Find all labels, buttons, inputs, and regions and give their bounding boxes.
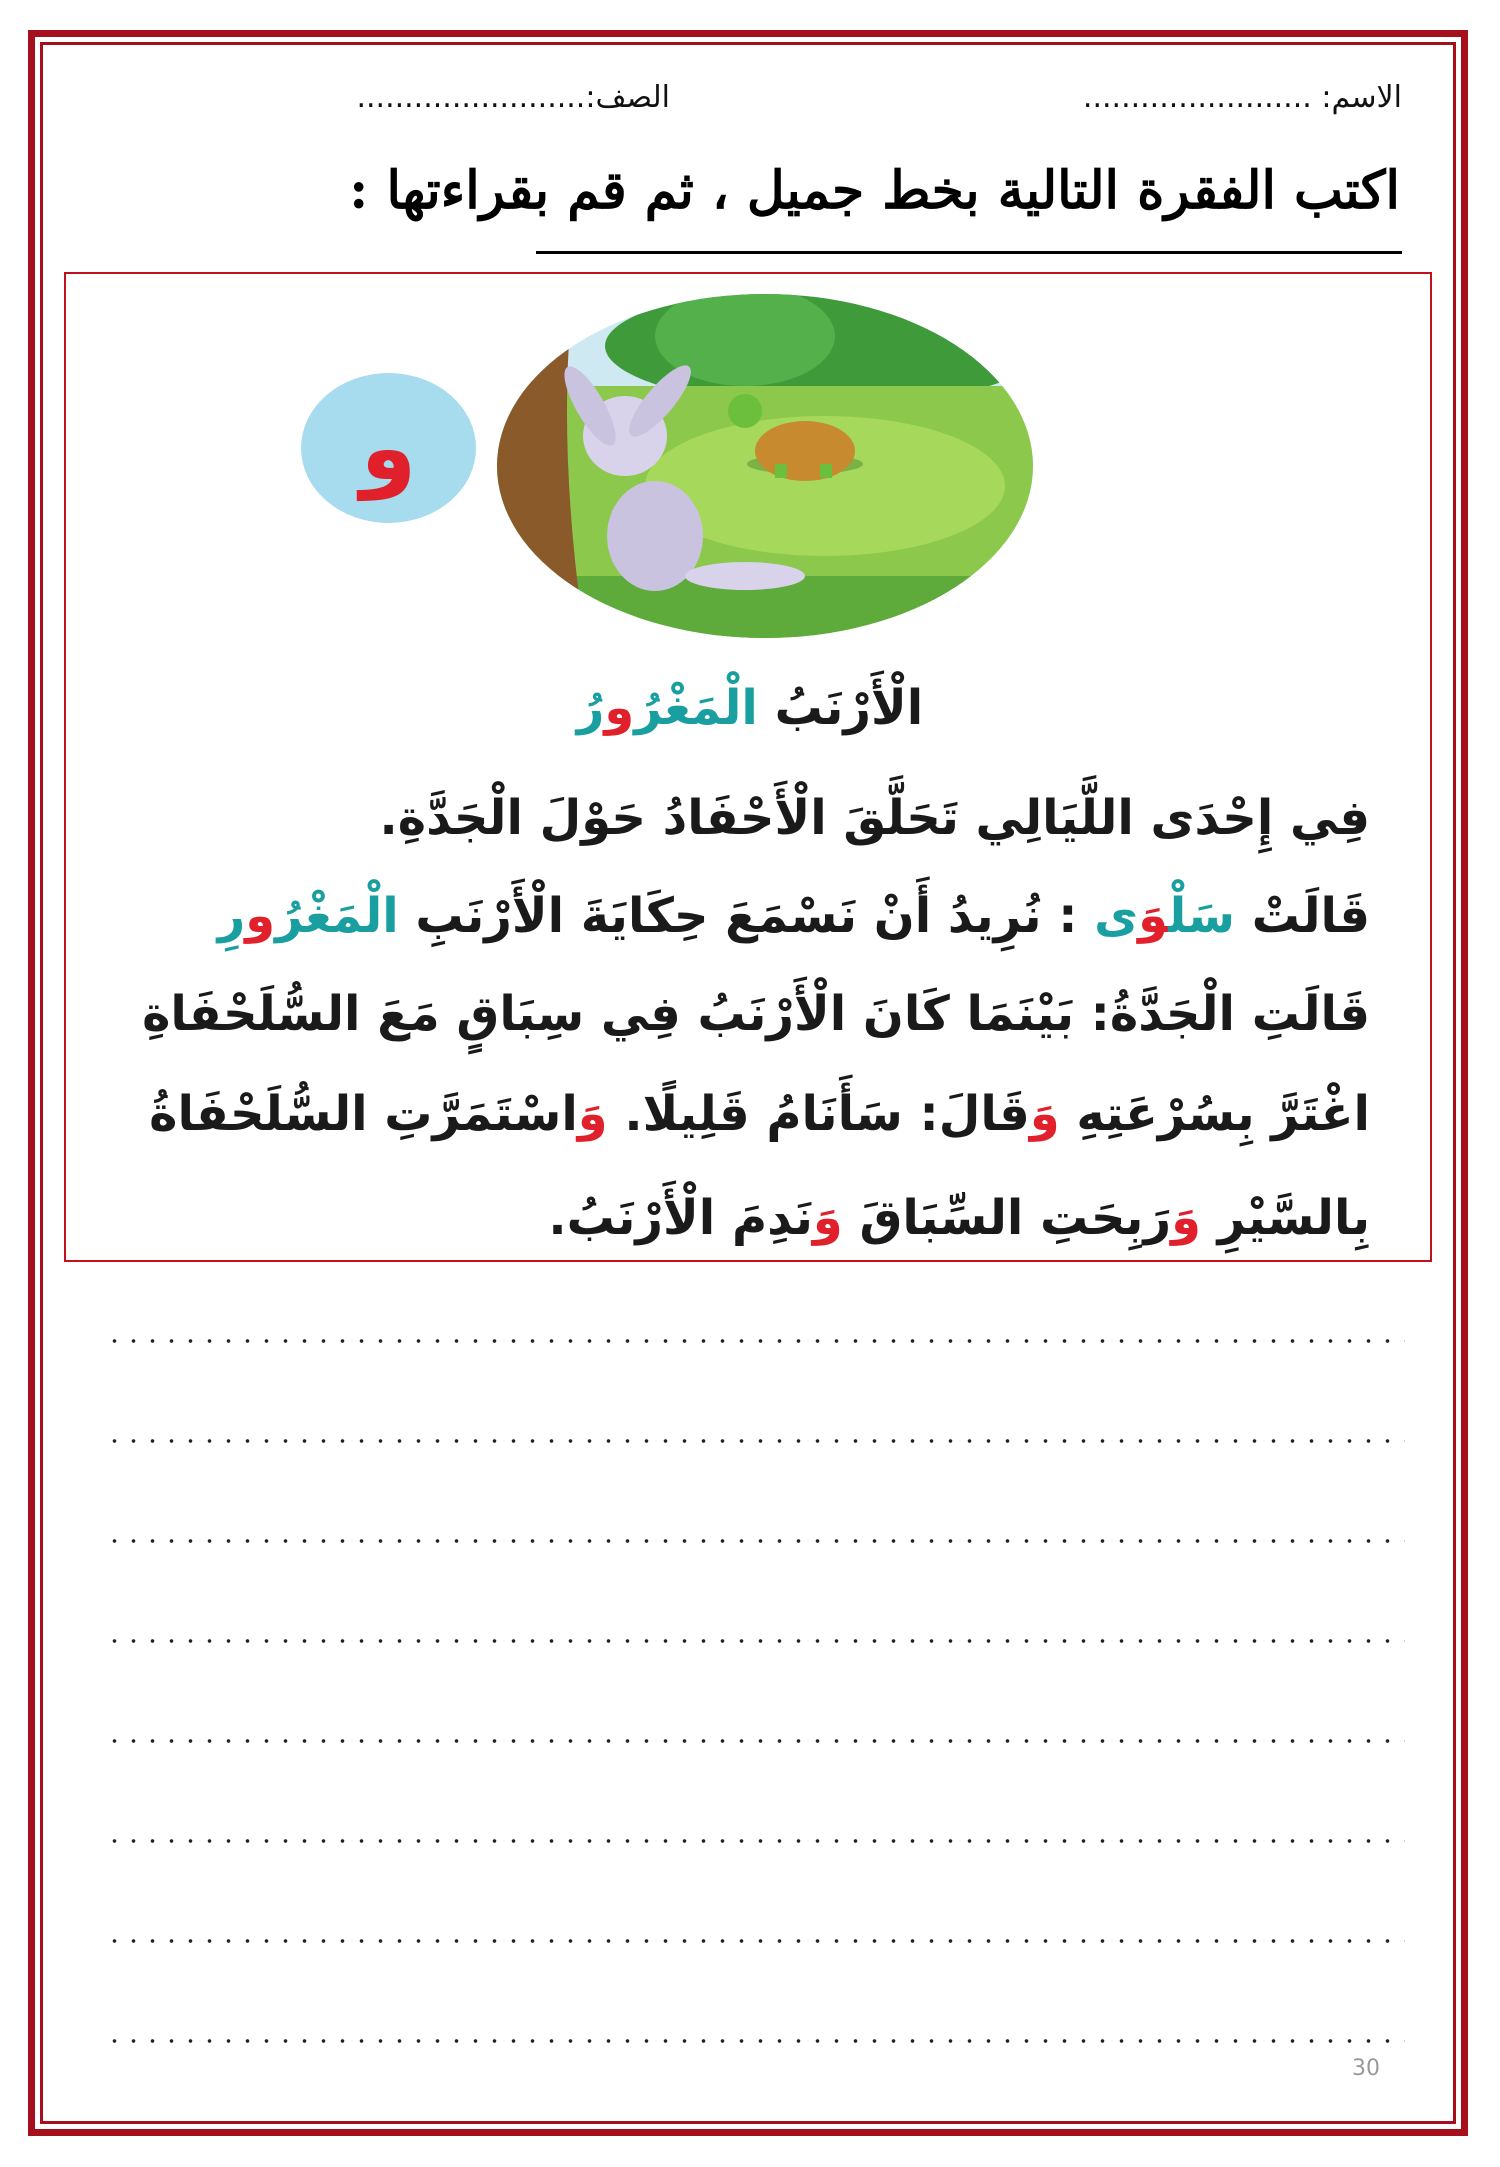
story-seg: بِالسَّيْرِ [1200,1190,1370,1246]
writing-line[interactable] [105,1339,1405,1343]
story-line [149,1086,1370,1142]
story-seg: قَالَتْ [1235,888,1370,944]
story-seg: ى [1094,888,1139,944]
class-field[interactable] [356,80,670,115]
title-seg: رُ [576,680,605,736]
story-seg: : نُرِيدُ أَنْ نَسْمَعَ حِكَايَةَ الْأَرْنَبِ [398,888,1095,944]
story-seg: قَالَتِ الْجَدَّةُ: بَيْنَمَا كَانَ الْأَرْنَبُ فِي سِبَاقٍ مَعَ السُّلَحْفَاةِ [142,986,1370,1042]
writing-line[interactable] [105,2039,1405,2043]
story-seg: اغْتَرَّ بِسُرْعَتِهِ [1059,1086,1370,1142]
story-seg: وَ [1138,888,1169,944]
name-dots: ........................ [1082,80,1312,115]
letter: و [360,395,417,501]
name-field[interactable] [1083,80,1402,115]
story-seg: الْمَغْرُ [275,888,399,944]
story-seg: و [245,888,276,944]
story-seg: وَ [812,1190,843,1246]
writing-line[interactable] [105,1839,1405,1843]
letter-badge [301,373,476,523]
story-seg: رَبِحَتِ السِّبَاقَ [842,1190,1172,1246]
story-line [380,790,1370,846]
class-dots: ........................ [356,80,586,115]
story-seg: وَ [1171,1190,1201,1246]
writing-line[interactable] [105,1739,1405,1743]
story-seg: رِ [217,888,246,944]
story-line [548,1190,1370,1246]
title-seg: و [604,680,635,736]
instruction-underline [536,251,1402,254]
rabbit-turtle-illustration [495,276,1035,640]
title-seg: الْأَرْنَبُ [757,680,924,736]
name-label: الاسم: [1311,80,1402,115]
story-seg: وَ [577,1086,608,1142]
story-seg: سَلْ [1168,888,1235,944]
story-seg: قَالَ: سَأَنَامُ قَلِيلًا. [607,1086,1030,1142]
class-label: الصف: [585,80,670,115]
writing-line[interactable] [105,1539,1405,1543]
writing-line[interactable] [105,1439,1405,1443]
story-title [0,680,1500,736]
story-seg: وَ [1029,1086,1060,1142]
story-seg: اسْتَمَرَّتِ السُّلَحْفَاةُ [149,1086,578,1142]
story-line [218,888,1370,944]
title-seg: الْمَغْرُ [634,680,758,736]
writing-line[interactable] [105,1639,1405,1643]
story-seg: فِي إِحْدَى اللَّيَالِي تَحَلَّقَ الْأَحْفَادُ حَوْلَ الْجَدَّةِ. [379,790,1370,846]
instruction: اكتب الفقرة التالية بخط جميل ، ثم قم بقراءتها : [349,160,1400,221]
page-number: 30 [1352,2056,1380,2081]
writing-line[interactable] [105,1939,1405,1943]
story-line [142,986,1370,1042]
story-seg: نَدِمَ الْأَرْنَبُ. [548,1190,813,1246]
